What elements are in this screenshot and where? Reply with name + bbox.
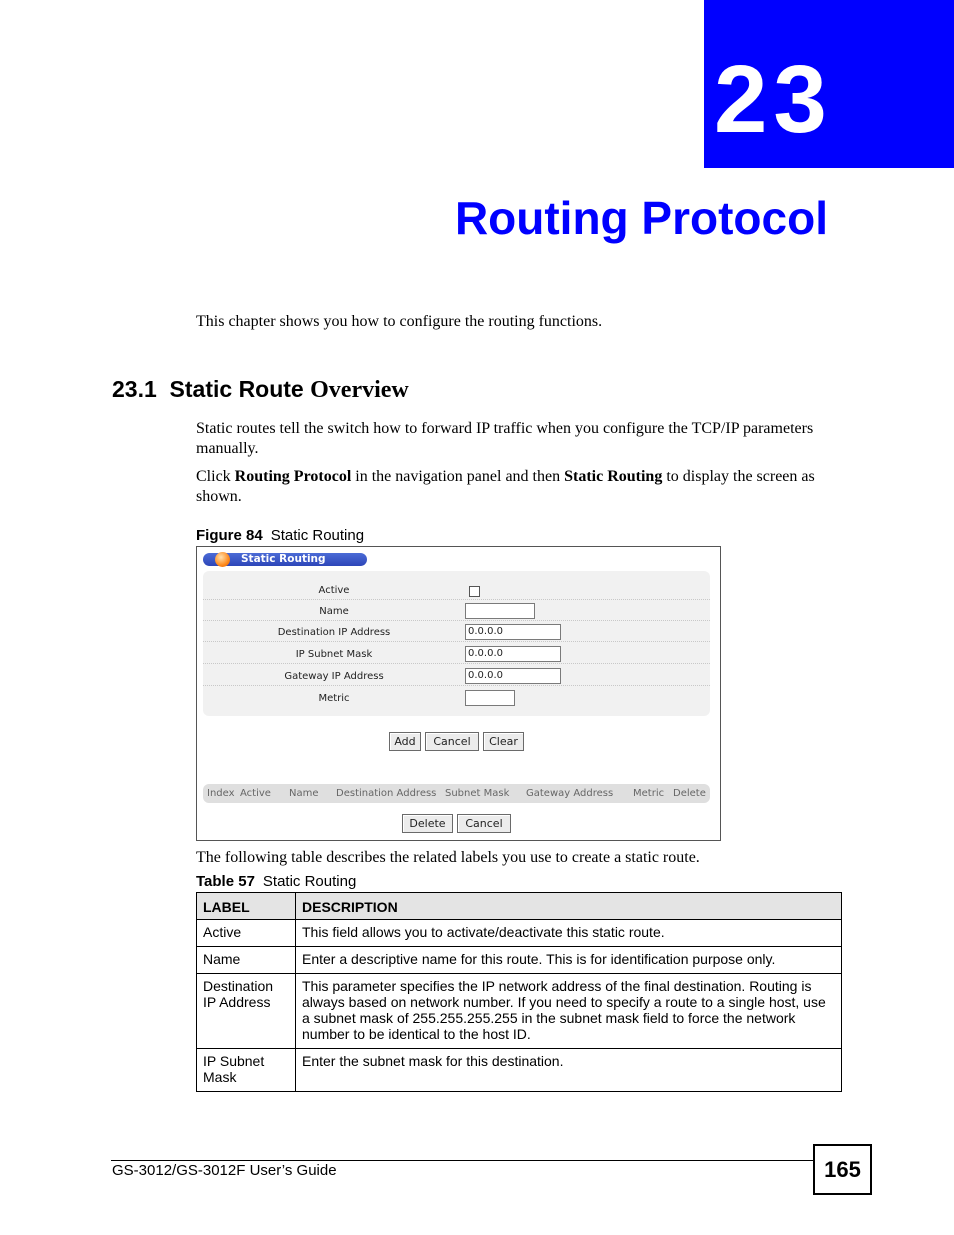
column-delete: Delete <box>673 788 706 799</box>
para-bold-routing-protocol: Routing Protocol <box>234 468 352 485</box>
delete-button[interactable]: Delete <box>402 814 453 833</box>
para-bold-static-routing: Static Routing <box>564 468 663 485</box>
footer-guide-title: GS-3012/GS-3012F User’s Guide <box>112 1162 337 1179</box>
column-active: Active <box>240 788 271 799</box>
active-checkbox[interactable] <box>469 586 480 597</box>
route-list-header <box>203 784 710 803</box>
table-row <box>197 1049 842 1092</box>
page-number: 165 <box>813 1144 872 1195</box>
row-description: This parameter specifies the IP network address of the final destination. Routing is always based on network number. If you need to specify a route to a single host, use a subnet mask of 255.255.255.255 in the subnet mask field to force the network number to be identical to the host ID. <box>296 974 842 1049</box>
static-routing-table <box>196 892 842 1092</box>
column-gateway: Gateway Address <box>526 788 614 799</box>
form-row-active <box>203 579 710 600</box>
row-label: Name <box>197 947 296 974</box>
field-label: Active <box>318 585 350 596</box>
field-label: Name <box>319 606 349 617</box>
form-row-subnet <box>203 643 710 664</box>
section-title-main: Static Route <box>169 376 304 402</box>
form-row-gateway <box>203 665 710 686</box>
section-heading <box>112 374 409 405</box>
header-label: LABEL <box>197 893 296 920</box>
row-description: Enter a descriptive name for this route. This is for identification purpose only. <box>296 947 842 974</box>
table-row <box>197 974 842 1049</box>
field-label: Gateway IP Address <box>284 671 384 682</box>
add-button[interactable]: Add <box>389 732 421 751</box>
screen-title: Static Routing <box>241 553 326 565</box>
metric-input[interactable] <box>465 690 515 706</box>
column-destination: Destination Address <box>336 788 437 799</box>
gateway-ip-input[interactable]: 0.0.0.0 <box>465 668 561 684</box>
cancel-button[interactable]: Cancel <box>425 732 479 751</box>
para-text: Click <box>196 468 235 485</box>
table-header-row <box>197 893 842 920</box>
table-row <box>197 920 842 947</box>
intro-paragraph: This chapter shows you how to configure the routing functions. <box>196 313 603 330</box>
chapter-title: Routing Protocol <box>454 192 828 244</box>
form-row-metric <box>203 687 710 708</box>
static-route-paragraph: Static routes tell the switch how to forward IP traffic when you configure the TCP/IP parameters manually. <box>196 420 814 457</box>
chapter-number: 23 <box>714 46 833 153</box>
table-intro-paragraph: The following table describes the related labels you use to create a static route. <box>196 849 700 866</box>
name-input[interactable] <box>465 603 535 619</box>
field-label: Destination IP Address <box>277 627 391 638</box>
row-label: Destination IP Address <box>197 974 296 1049</box>
table-label: Table 57 <box>196 873 255 890</box>
subnet-mask-input[interactable]: 0.0.0.0 <box>465 646 561 662</box>
header-description: DESCRIPTION <box>296 893 842 920</box>
row-label: IP Subnet Mask <box>197 1049 296 1092</box>
column-metric: Metric <box>633 788 665 799</box>
row-label: Active <box>197 920 296 947</box>
destination-ip-input[interactable]: 0.0.0.0 <box>465 624 561 640</box>
clear-button[interactable]: Clear <box>483 732 524 751</box>
field-label: Metric <box>318 693 350 704</box>
table-caption <box>196 873 356 891</box>
form-row-destination <box>203 621 710 642</box>
form-row-name <box>203 600 710 621</box>
footer-rule <box>111 1160 813 1161</box>
field-label: IP Subnet Mask <box>295 649 373 660</box>
para-text: in the navigation panel and then <box>351 468 565 485</box>
screen-title-bar <box>203 553 367 566</box>
table-caption-text: Static Routing <box>262 873 357 890</box>
row-description: This field allows you to activate/deactivate this static route. <box>296 920 842 947</box>
column-name: Name <box>289 788 319 799</box>
section-number: 23.1 <box>112 376 157 402</box>
figure-label: Figure 84 <box>196 527 263 544</box>
orb-icon <box>215 552 230 567</box>
table-row <box>197 947 842 974</box>
section-title-tail: Overview <box>310 377 409 403</box>
static-routing-screenshot <box>196 546 721 841</box>
row-description: Enter the subnet mask for this destination. <box>296 1049 842 1092</box>
column-subnet: Subnet Mask <box>445 788 510 799</box>
figure-caption <box>196 527 364 545</box>
para-text: to display the screen as shown. <box>196 468 815 505</box>
figure-caption-text: Static Routing <box>270 527 365 544</box>
chapter-number-box <box>704 0 954 168</box>
list-cancel-button[interactable]: Cancel <box>457 814 511 833</box>
column-index: Index <box>207 788 235 799</box>
navigation-paragraph <box>196 467 846 507</box>
route-form <box>203 571 710 716</box>
